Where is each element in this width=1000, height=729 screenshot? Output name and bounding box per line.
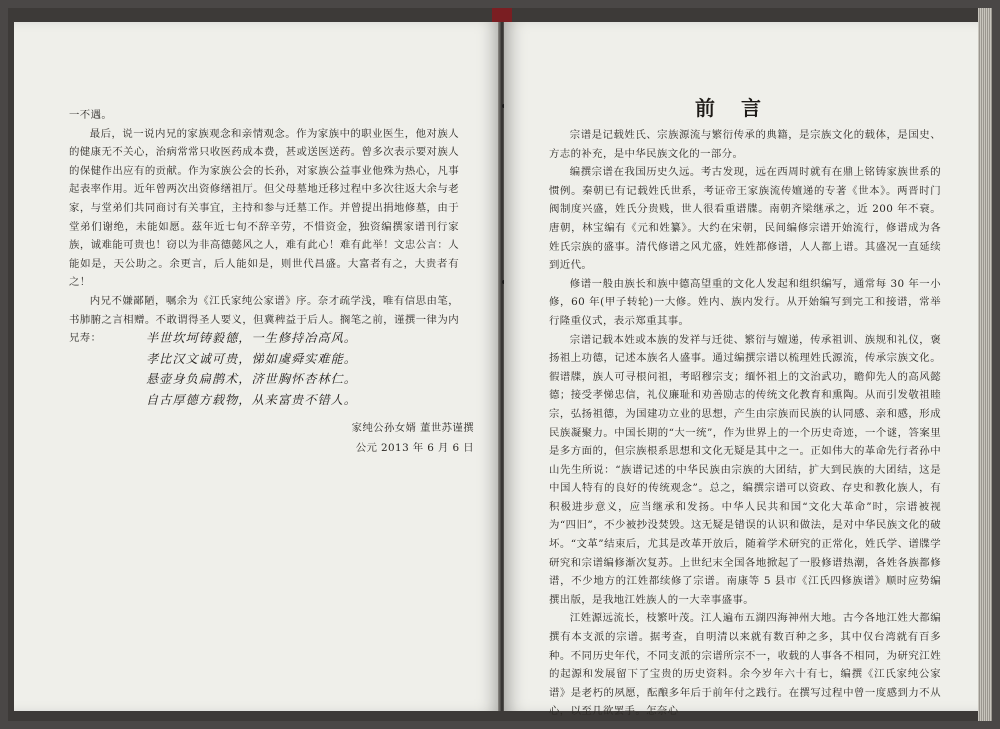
poem (146, 328, 406, 410)
right-page (504, 22, 978, 718)
poem-line: 悬壶身负扁鹊术，济世胸怀杏林仁。 (146, 372, 357, 386)
page-edges (978, 8, 992, 721)
poem-line: 孝比汉文诚可贵，悌如虞舜实难能。 (146, 351, 357, 366)
left-page-body (69, 106, 459, 348)
poem-line: 半世坎坷铸毅德，一生修持冶高风。 (146, 331, 357, 345)
left-paragraph: 内兄不嫌鄙陋，嘱余为《江氏家纯公家谱》序。奈才疏学浅，唯有信思由笔，书肺腑之言相赠。不敢谓得圣人要义，但冀稗益于后人。搁笔之前，谨撰一律为内兄寿： (69, 294, 459, 345)
signature: 家纯公孙女婿 董世苏谨撰 (351, 422, 474, 434)
poem-line: 自古厚德方载物，从来富贵不错人。 (146, 392, 357, 407)
page-title: 前言 (695, 96, 787, 120)
right-paragraph: 修谱一般由族长和族中德高望重的文化人发起和组织编写，通常每 30 年一小修，60 年(甲子转轮)一大修。姓内、族内发行。从开始编写到完工和接谱，常举行隆重仪式，表示郑重其事。 (549, 277, 941, 327)
left-paragraph: 一不遇。 (69, 109, 113, 121)
right-paragraph: 江姓源远流长，枝繁叶茂。江人遍布五湖四海神州大地。古今各地江姓大都编撰有本支派的宗谱。据考查，自明清以来就有数百种之多，其中仅台湾就有百多种。不同历史年代，不同支派的宗谱所宗不一，收载的人事各不相同，为研究江姓的起源和发展留下了宝贵的历史资料。余今岁年六十有七，编撰《江氏家纯公家谱》是老朽的夙愿，酝酿多年后于前年付之践行。在撰写过程中曾一度感到力不从心，以至几欲罢手。怎奈心 (549, 612, 941, 718)
right-paragraph: 宗谱记载本姓或本族的发祥与迁徙、繁衍与嬗递，传承祖训、族规和礼仪，褒扬祖上功德，记述本族名人盛事。通过编撰宗谱以梳理姓氏源流，传承宗族文化。徦谱牒，族人可寻根问祖，考昭穆宗支；缅怀祖上的文治武功，瞻仰先人的高风懿德；接受孝悌忠信，礼仪廉耻和劝善励志的传统文化教育和熏陶。从而引发敬祖睦宗，弘扬祖德，为国建功立业的思想，产生由宗族而民族的认同感、亲和感，形成民族凝聚力。中国长期的“大一统”，作为世界上的一个历史奇迹，一个谜，答案里是多方面的，但宗族根系思想和文化无疑是其中之一。正如伟大的革命先行者孙中山先生所说：“族谱记述的中华民族由宗族的大团结，扩大到民族的大团结，这是中国人特有的良好的传统观念”。总之，编撰宗谱可以资政、存史和教化族人，有积极进步意义，应当继承和发扬。中华人民共和国“文化大革命”时，宗谱被视为“四旧”，不少被抄没焚毁。这无疑是错误的认识和做法，是对中华民族文化的破坏。“文革”结束后，尤其是改革开放后，随着学术研究的正常化，姓氏学、谱牒学研究和宗谱编修渐次复苏。上世纪末全国各地掀起了一股修谱热潮，各姓各族都修谱，不少地方的江姓都续修了宗谱。南康等 5 县市《江氏四修族谱》顺时应势编撰出版，是我地江姓族人的一大幸事盛事。 (549, 333, 941, 606)
right-paragraph: 宗谱是记载姓氏、宗族源流与繁衍传承的典籍，是宗族文化的载体，是国史、方志的补充，是中华民族文化的一部分。 (549, 129, 941, 160)
right-paragraph: 编撰宗谱在我国历史久远。考古发现，远在西周时就有在鼎上铭铸家族世系的惯例。秦朝已有记载姓氏世系，考证帝王家族流传嬗递的专著《世本》。两晋时门阀制度兴盛，姓氏分贵贱，世人很看重谱牒。南朝齐梁继承之，近 200 年不衰。唐朝，林宝编有《元和姓纂》。大约在宋朝，民间编修宗谱开始流行，修谱成为各姓氏宗族的盛事。清代修谱之风尤盛，姓姓都修谱，人人都上谱。其盛况一直延续到近代。 (549, 166, 941, 272)
left-page (14, 22, 500, 711)
right-page-body (549, 126, 941, 721)
book-spread (8, 8, 992, 721)
left-paragraph: 最后，说一说内兄的家族观念和亲情观念。作为家族中的职业医生，他对族人的健康无不关心，治病常常只收医药成本费，甚或送医送药。曾多次表示要对族人的保健作出应有的贡献。作为家族公会的长孙，对家族公益事业他殊为热心，凡事起表率作用。近年曾两次出资修缮祖厅。但父母墓地迁移过程中多次往返大余与老家，与堂弟们共同商讨有关事宜，主持和参与迁墓工作。并曾提出捐地修墓，由于堂弟们谢绝，未能如愿。茲年近七旬不辞辛劳，不惜资金，独资编撰家谱刊行家族，诚难能可贵也！窃以为非高德懿风之人，难有此心！难有此举！文忠公言：人能如是，天公助之。余更言，后人能如是，则世代昌盛。大富者有之，大贵者有之！ (69, 127, 459, 289)
signature-date: 公元 2013 年 6 月 6 日 (355, 442, 474, 454)
